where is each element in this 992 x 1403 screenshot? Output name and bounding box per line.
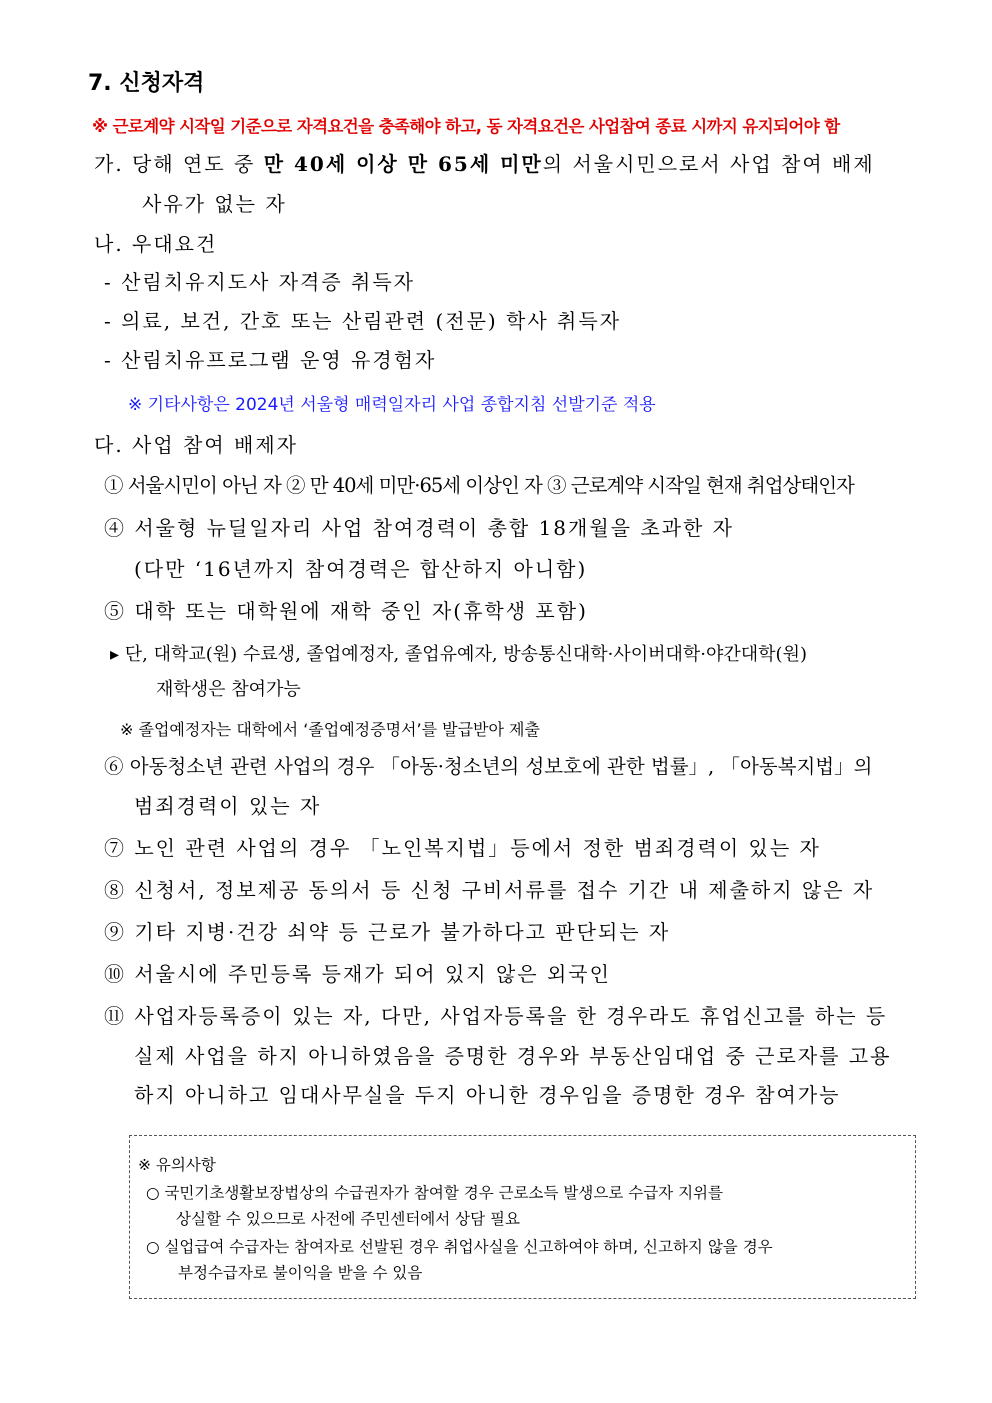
preference-note: ※ 기타사항은 2024년 서울형 매력일자리 사업 종합지침 선발기준 적용 [128, 395, 656, 415]
caution-bullet-2-line2: 부정수급자로 불이익을 받을 수 있음 [178, 1264, 423, 1282]
item-ga-bold: 만 40세 이상 만 65세 미만 [263, 152, 543, 176]
exclusion-item-7: ⑦ 노인 관련 사업의 경우 「노인복지법」등에서 정한 범죄경력이 있는 자 [104, 836, 821, 860]
exclusion-item-5: ⑤ 대학 또는 대학원에 재학 중인 자(휴학생 포함) [104, 599, 588, 623]
caution-bullet-1-line2: 상실할 수 있으므로 사전에 주민센터에서 상담 필요 [176, 1210, 520, 1228]
exclusion-item-11: ⑪ 사업자등록증이 있는 자, 다만, 사업자등록을 한 경우라도 휴업신고를 하는 등 [104, 1004, 888, 1028]
exclusion-item-10: ⑩ 서울시에 주민등록 등재가 되어 있지 않은 외국인 [104, 962, 611, 986]
item-da-heading: 다. 사업 참여 배제자 [94, 433, 298, 457]
caution-heading: ※ 유의사항 [138, 1156, 216, 1174]
exclusion-item-6: ⑥ 아동청소년 관련 사업의 경우 「아동·청소년의 성보호에 관한 법률」, 「아동복지법」의 [104, 755, 873, 778]
exclusion-item-4-sub: (다만 ‘16년까지 참여경력은 합산하지 아니함) [134, 557, 588, 581]
item-ga-line2: 사유가 없는 자 [142, 192, 287, 216]
item-na-heading: 나. 우대요건 [94, 232, 218, 256]
exclusion-item-9: ⑨ 기타 지병·건강 쇠약 등 근로가 불가하다고 판단되는 자 [104, 920, 671, 944]
section-title: 7. 신청자격 [88, 71, 205, 96]
item-ga-suffix: 의 서울시민으로서 사업 참여 배제 [542, 152, 875, 176]
item-ga-line1 [94, 150, 875, 178]
exclusion-item-1-3: ① 서울시민이 아닌 자 ② 만 40세 미만·65세 이상인 자 ③ 근로계약 시작일 현재 취업상태인자 [104, 474, 854, 497]
exclusion-item-5-bullet: ▸ 단, 대학교(원) 수료생, 졸업예정자, 졸업유예자, 방송통신대학·사이버대학·야간대학(원) [110, 644, 807, 665]
exclusion-item-4: ④ 서울형 뉴딜일자리 사업 참여경력이 총합 18개월을 초과한 자 [104, 516, 734, 540]
item-ga-prefix: 가. 당해 연도 중 [94, 152, 264, 176]
exclusion-item-5-note: ※ 졸업예정자는 대학에서 ‘졸업예정증명서’를 발급받아 제출 [120, 720, 540, 739]
exclusion-item-6-sub: 범죄경력이 있는 자 [134, 794, 322, 818]
exclusion-item-11-line3: 하지 아니하고 임대사무실을 두지 아니한 경우임을 증명한 경우 참여가능 [134, 1083, 841, 1107]
exclusion-item-8: ⑧ 신청서, 정보제공 동의서 등 신청 구비서류를 접수 기간 내 제출하지 않은 자 [104, 878, 875, 902]
red-notice: ※ 근로계약 시작일 기준으로 자격요건을 충족해야 하고, 동 자격요건은 사업참여 종료 시까지 유지되어야 함 [92, 117, 840, 136]
preference-item-3: - 산림치유프로그램 운영 유경험자 [104, 348, 437, 372]
exclusion-item-5-bullet-cont: 재학생은 참여가능 [156, 679, 301, 700]
caution-box [129, 1135, 916, 1299]
exclusion-item-11-line2: 실제 사업을 하지 아니하였음을 증명한 경우와 부동산임대업 중 근로자를 고용 [134, 1044, 892, 1068]
preference-item-1: - 산림치유지도사 자격증 취득자 [104, 270, 415, 294]
caution-bullet-2-line1: ○ 실업급여 수급자는 참여자로 선발된 경우 취업사실을 신고하여야 하며, 신고하지 않을 경우 [146, 1238, 773, 1256]
caution-bullet-1-line1: ○ 국민기초생활보장법상의 수급권자가 참여할 경우 근로소득 발생으로 수급자 지위를 [146, 1184, 723, 1202]
preference-item-2: - 의료, 보건, 간호 또는 산림관련 (전문) 학사 취득자 [104, 309, 622, 333]
